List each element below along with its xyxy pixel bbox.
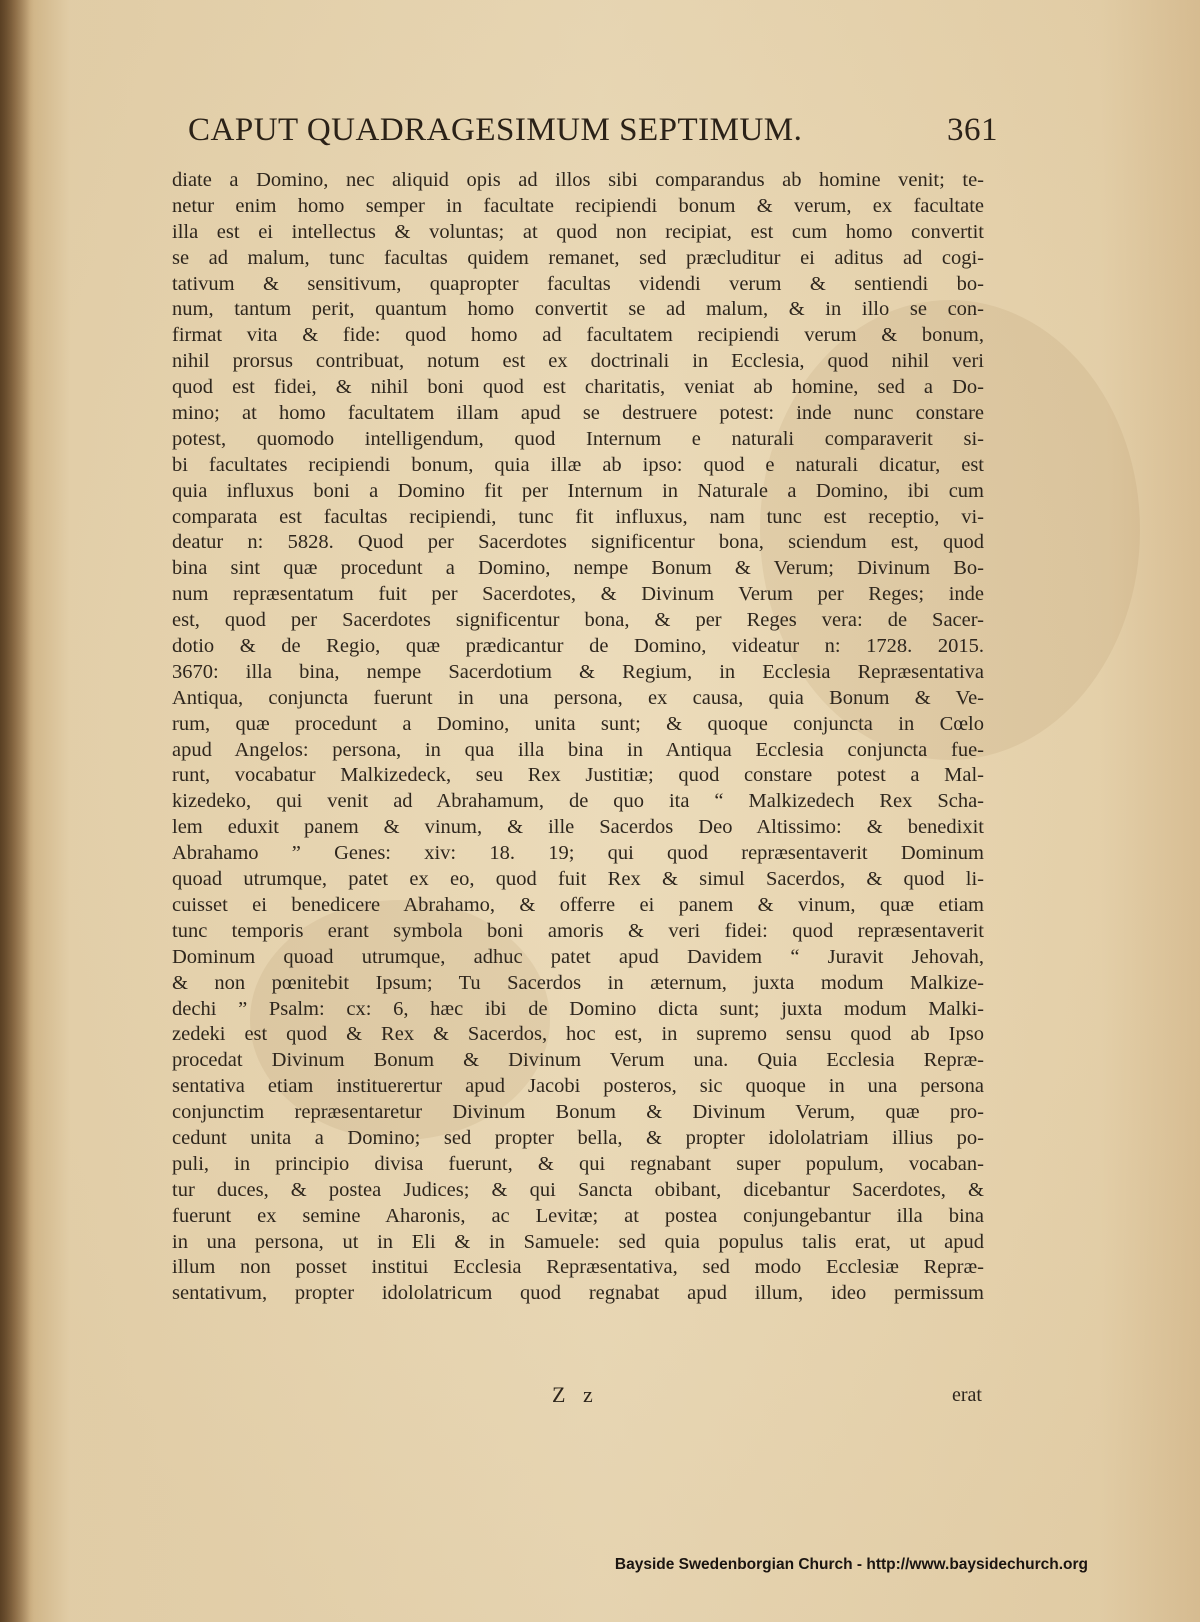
- running-title: CAPUT QUADRAGESIMUM SEPTIMUM.: [188, 112, 803, 148]
- text-line: dechi ” Psalm: cx: 6, hæc ibi de Domino dicta sunt; juxta modum Malki-: [172, 997, 984, 1020]
- text-line: tunc temporis erant symbola boni amoris & veri fidei: quod repræsentaverit: [172, 919, 984, 942]
- text-line: num repræsentatum fuit per Sacerdotes, & Divinum Verum per Reges; inde: [172, 583, 984, 606]
- text-line: nihil prorsus contribuat, notum est ex doctrinali in Ecclesia, quod nihil veri: [172, 350, 984, 373]
- text-line: cedunt unita a Domino; sed propter bella, & propter idololatriam illius po-: [172, 1126, 984, 1149]
- text-line: est, quod per Sacerdotes significentur bona, & per Reges vera: de Sacer-: [172, 609, 984, 632]
- text-line: quoad utrumque, patet ex eo, quod fuit Rex & simul Sacerdos, & quod li-: [172, 868, 984, 891]
- running-head: [188, 112, 998, 160]
- text-line: lem eduxit panem & vinum, & ille Sacerdos Deo Altissimo: & benedixit: [172, 816, 984, 839]
- signature-mark: Z z: [552, 1382, 599, 1407]
- text-line: fuerunt ex semine Aharonis, ac Levitæ; at postea conjungebantur illa bina: [172, 1204, 984, 1227]
- text-line: bi facultates recipiendi bonum, quia illæ ab ipso: quod e naturali dicatur, est: [172, 453, 984, 476]
- text-line: Dominum quoad utrumque, adhuc patet apud Davidem “ Juravit Jehovah,: [172, 945, 984, 968]
- text-line: diate a Domino, nec aliquid opis ad illos sibi comparandus ab homine venit; te-: [172, 169, 984, 191]
- footer-credit: Bayside Swedenborgian Church - http://www.baysidechurch.org: [614, 1556, 1088, 1573]
- text-line: kizedeko, qui venit ad Abrahamum, de quo ita “ Malkizedech Rex Scha-: [172, 790, 984, 813]
- text-line: tativum & sensitivum, quapropter facultas videndi verum & sentiendi bo-: [172, 272, 984, 295]
- text-line: quia influxus boni a Domino fit per Internum in Naturale a Domino, ibi cum: [172, 479, 984, 502]
- text-line: illa est ei intellectus & voluntas; at quod non recipiat, est cum homo convertit: [172, 220, 984, 243]
- text-line: procedat Divinum Bonum & Divinum Verum una. Quia Ecclesia Repræ-: [172, 1049, 984, 1072]
- text-line: comparata est facultas recipiendi, tunc fit influxus, nam tunc est receptio, vi-: [172, 505, 984, 528]
- text-line: dotio & de Regio, quæ prædicantur de Domino, videatur n: 1728. 2015.: [172, 635, 984, 658]
- text-line: netur enim homo semper in facultate recipiendi bonum & verum, ex facultate: [172, 194, 984, 217]
- text-line: tur duces, & postea Judices; & qui Sancta obibant, dicebantur Sacerdotes, &: [172, 1178, 984, 1201]
- spine-shadow: [0, 0, 30, 1622]
- text-line: 3670: illa bina, nempe Sacerdotium & Regium, in Ecclesia Repræsentativa: [172, 660, 984, 683]
- text-line: cuisset ei benedicere Abrahamo, & offerre ei panem & vinum, quæ etiam: [172, 893, 984, 916]
- text-line: zedeki est quod & Rex & Sacerdos, hoc est, in supremo sensu quod ab Ipso: [172, 1023, 984, 1046]
- text-line: conjunctim repræsentaretur Divinum Bonum & Divinum Verum, quæ pro-: [172, 1101, 984, 1124]
- text-line: puli, in principio divisa fuerunt, & qui regnabant super populum, vocaban-: [172, 1152, 984, 1175]
- text-line: in una persona, ut in Eli & in Samuele: sed quia populus talis erat, ut apud: [172, 1230, 984, 1253]
- text-line: firmat vita & fide: quod homo ad facultatem recipiendi verum & bonum,: [172, 324, 984, 347]
- text-line: illum non posset institui Ecclesia Repræsentativa, sed modo Ecclesiæ Repræ-: [172, 1256, 984, 1279]
- text-line: sentativa etiam instituerertur apud Jacobi posteros, sic quoque in una persona: [172, 1075, 984, 1098]
- text-line: num, tantum perit, quantum homo convertit se ad malum, & in illo se con-: [172, 298, 984, 321]
- catchword: erat: [952, 1384, 982, 1406]
- text-line: sentativum, propter idololatricum quod regnabat apud illum, ideo permissum: [172, 1282, 984, 1305]
- body-text: [172, 168, 984, 1307]
- text-line: & non pœnitebit Ipsum; Tu Sacerdos in æternum, juxta modum Malkize-: [172, 971, 984, 994]
- text-line: Antiqua, conjuncta fuerunt in una persona, ex causa, quia Bonum & Ve-: [172, 686, 984, 709]
- text-line: rum, quæ procedunt a Domino, unita sunt; & quoque conjuncta in Cœlo: [172, 712, 984, 735]
- text-line: quod est fidei, & nihil boni quod est charitatis, veniat ab homine, sed a Do-: [172, 376, 984, 399]
- page-number: 361: [947, 112, 998, 148]
- text-line: bina sint quæ procedunt a Domino, nempe Bonum & Verum; Divinum Bo-: [172, 557, 984, 580]
- text-line: deatur n: 5828. Quod per Sacerdotes significentur bona, sciendum est, quod: [172, 531, 984, 554]
- text-line: runt, vocabatur Malkizedeck, seu Rex Justitiæ; quod constare potest a Mal-: [172, 764, 984, 787]
- text-line: apud Angelos: persona, in qua illa bina in Antiqua Ecclesia conjuncta fue-: [172, 738, 984, 761]
- text-line: mino; at homo facultatem illam apud se destruere potest: inde nunc constare: [172, 402, 984, 425]
- text-line: potest, quomodo intelligendum, quod Internum e naturali comparaverit si-: [172, 427, 984, 450]
- text-line: se ad malum, tunc facultas quidem remanet, sed præcluditur ei aditus ad cogi-: [172, 246, 984, 269]
- text-line: Abrahamo ” Genes: xiv: 18. 19; qui quod repræsentaverit Dominum: [172, 842, 984, 865]
